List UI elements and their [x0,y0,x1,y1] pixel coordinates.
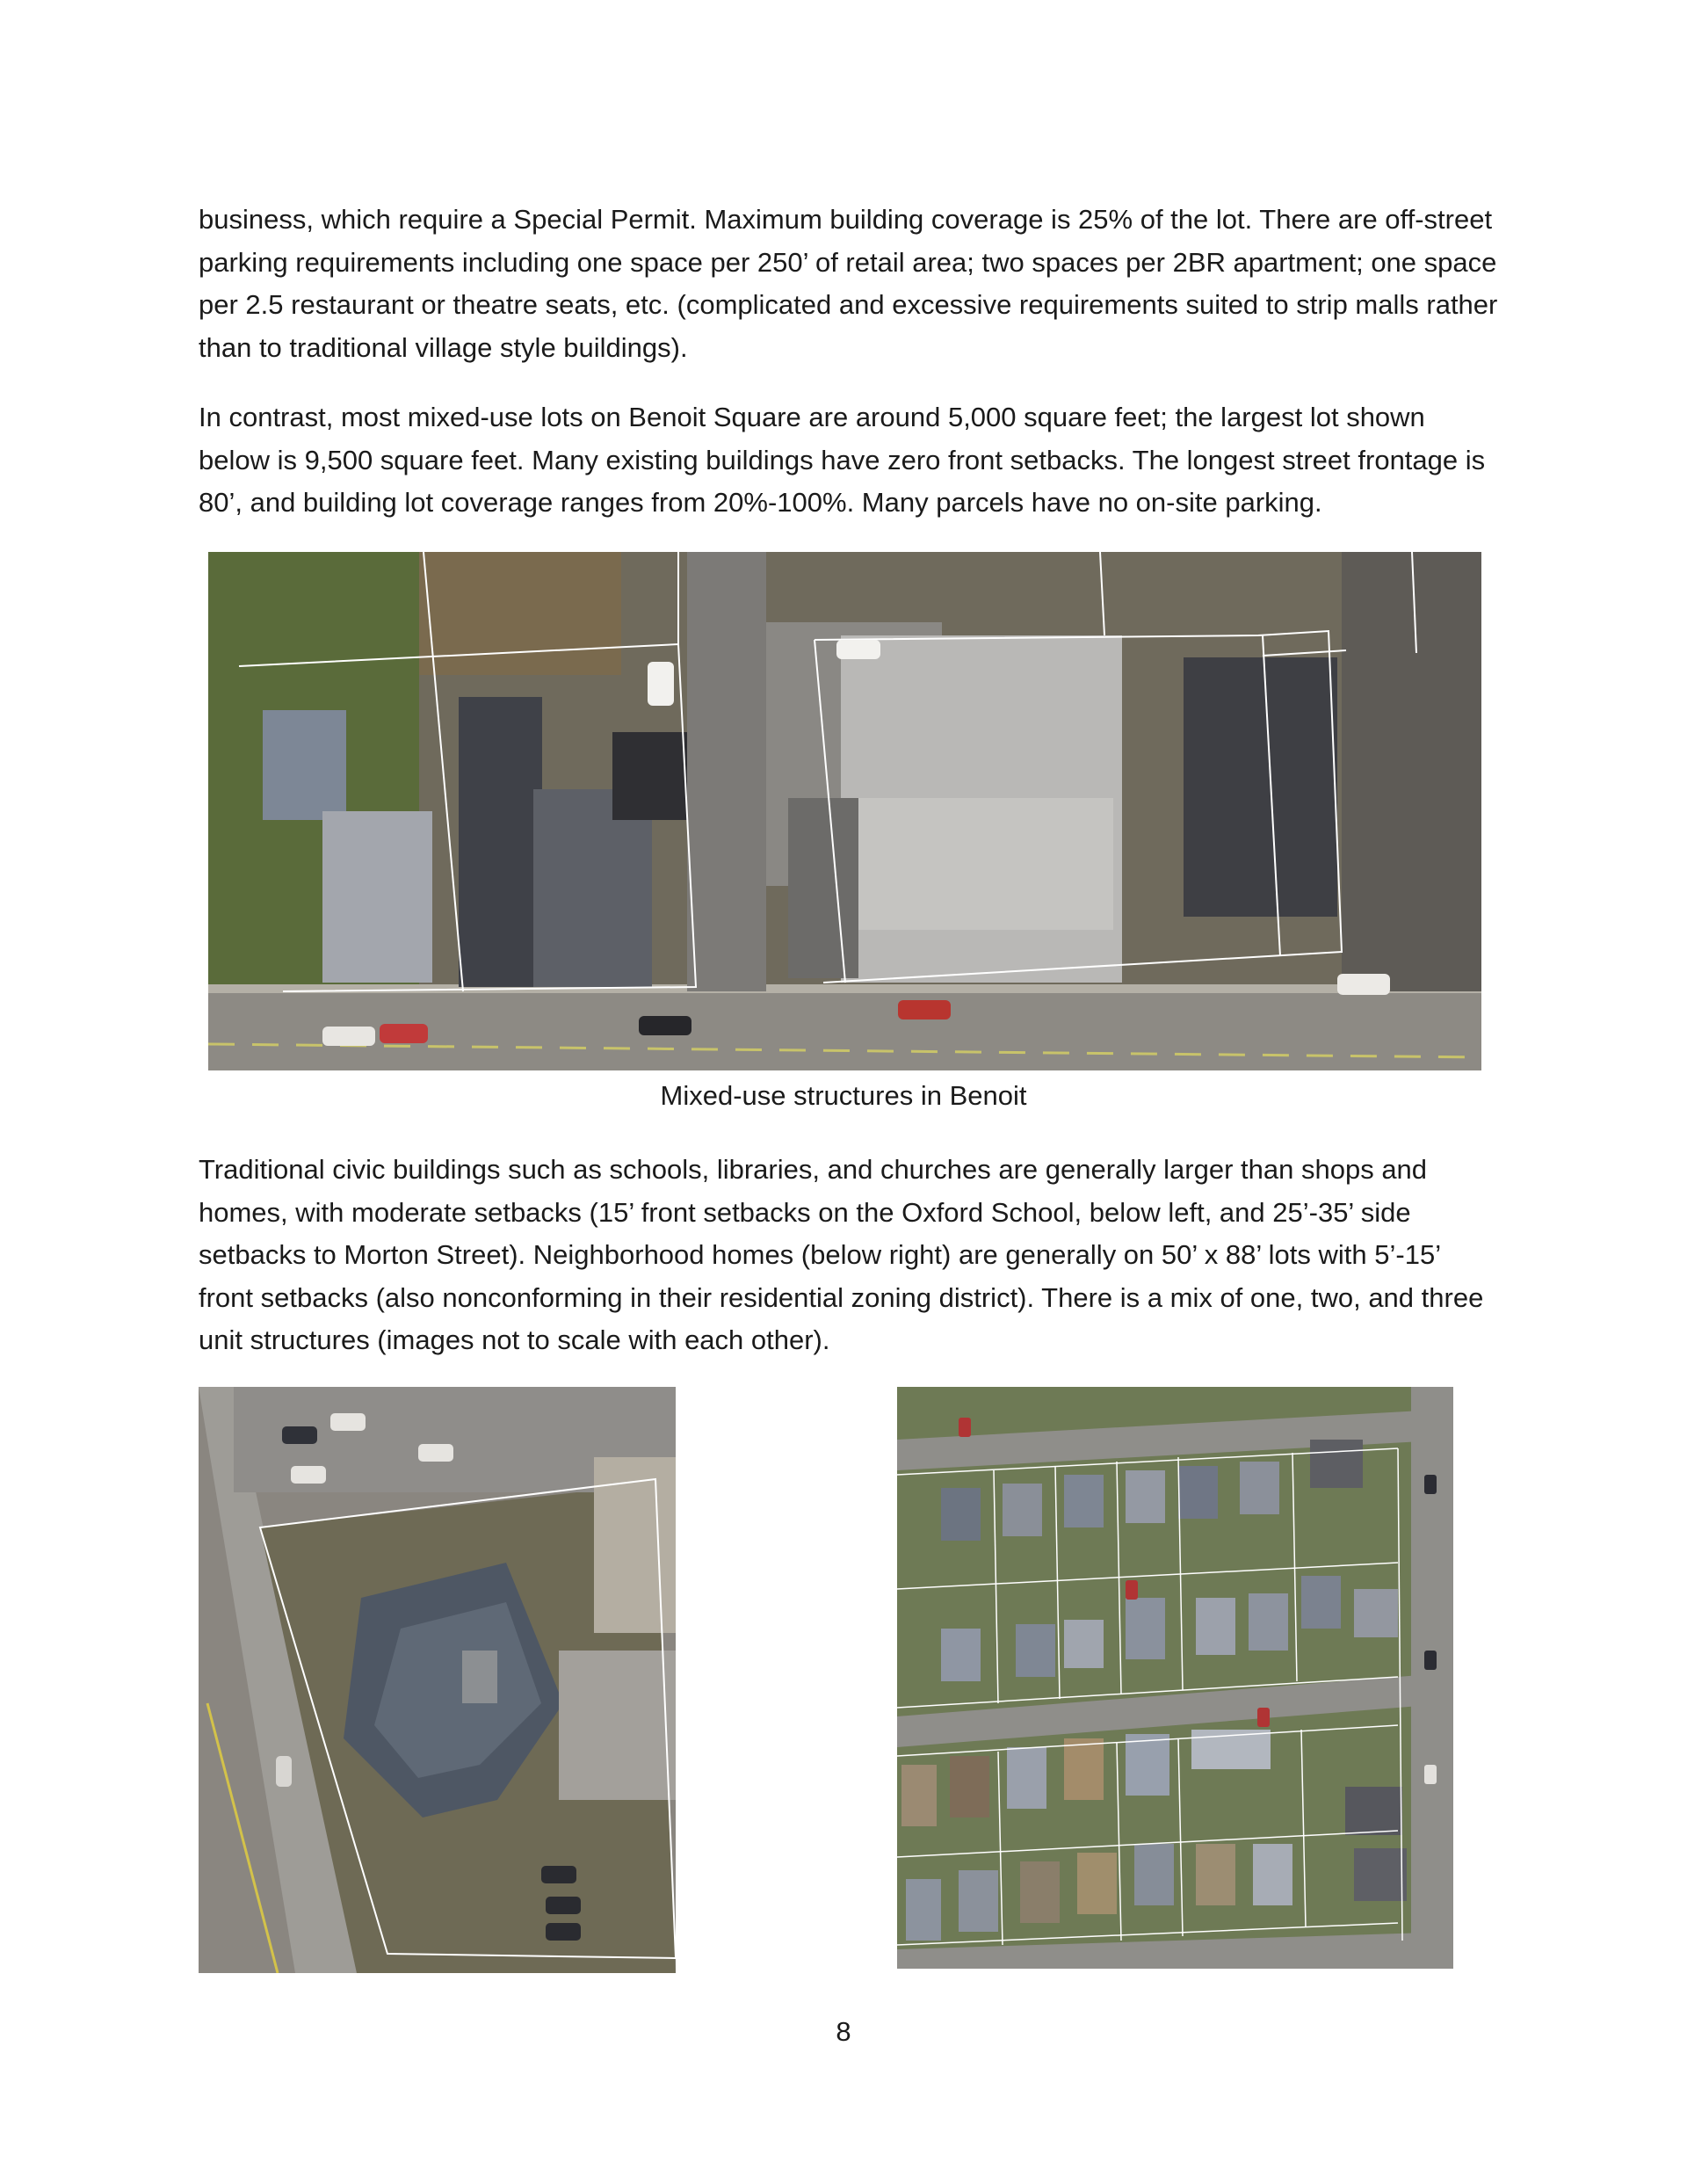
figure-caption: Mixed-use structures in Benoit [660,1080,1027,1111]
page-number: 8 [836,2016,851,2047]
aerial-photo-oxford-school [199,1387,676,1973]
aerial-photo-mixed-use [208,552,1481,1070]
paragraph-civic-buildings: Traditional civic buildings such as schools, libraries, and churches are generally larger than shops and homes, with moderate setbacks (15’ front setbacks on the Oxford School, below left, and 25’-35’ side setbacks to Morton Street). Neighborhood homes (below right) are generally on 50’ x 88’ lots with 5’-15’ front setbacks (also nonconforming in their residential zoning district). There is a mix of one, two, and three unit structures (images not to scale with each other). [199,1154,1484,1355]
paragraph-benoit-lots: In contrast, most mixed-use lots on Benoit Square are around 5,000 square feet; the largest lot shown below is 9,500 square feet. Many existing buildings have zero front setbacks. The longest street frontage is 80’, and building lot coverage ranges from 20%-100%. Many parcels have no on-site parking. [199,402,1486,518]
aerial-photo-neighborhood-homes [897,1387,1453,1969]
paragraph-parking-requirements: business, which require a Special Permit. Maximum building coverage is 25% of the lot. There are off-street parking requirements including one space per 250’ of retail area; two spaces per 2BR apartment; one space per 2.5 restaurant or theatre seats, etc. (complicated and excessive requirements suited to strip malls rather than to traditional village style buildings). [199,204,1498,363]
